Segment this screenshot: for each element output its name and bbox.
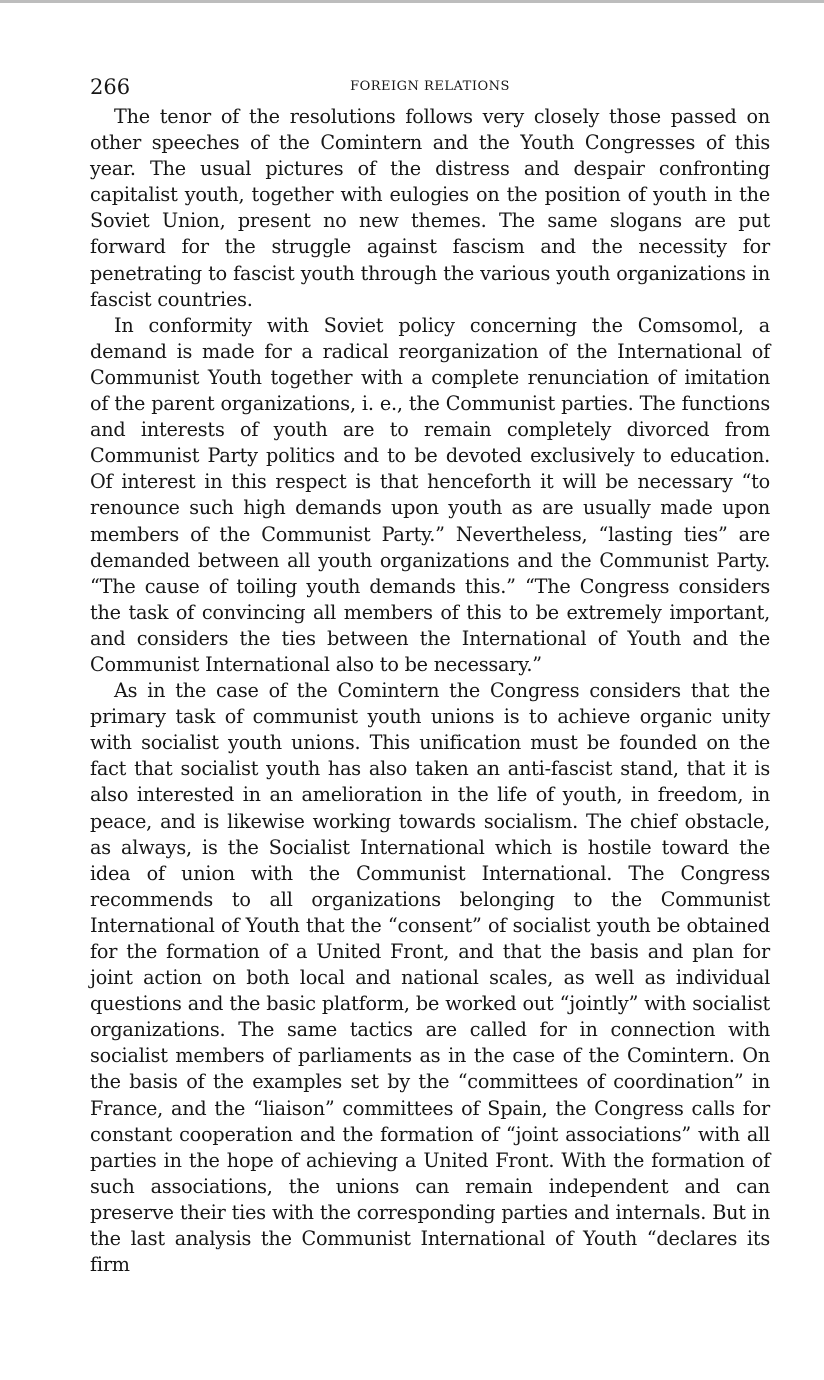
- body-paragraph: The tenor of the resolutions follows very closely those passed on other speeches of the Comintern and the Youth Congresses of this year. The usual pictures of the distress and despair confronting capitalist youth, together with eulogies on the position of youth in the Soviet Union, present no new themes. The same slogans are put forward for the struggle against fascism and the necessity for penetrating to fascist youth through the various youth organizations in fascist countries.: [90, 105, 770, 311]
- body-paragraph: As in the case of the Comintern the Congress considers that the primary task of communist youth unions is to achieve organic unity with socialist youth unions. This unification must be founded on the fact that socialist youth has also taken an anti-fascist stand, that it is also interested in an amelioration in the life of youth, in freedom, in peace, and is likewise working towards socialism. The chief obstacle, as always, is the Socialist International which is hostile toward the idea of union with the Communist International. The Congress recommends to all organizations belonging to the Communist International of Youth that the “consent” of socialist youth be obtained for the formation of a United Front, and that the basis and plan for joint action on both local and national scales, as well as individual questions and the basic platform, be worked out “jointly” with socialist organizations. The same tactics are called for in connection with socialist members of parliaments as in the case of the Comintern. On the basis of the examples set by the “committees of coordination” in France, and the “liaison” committees of Spain, the Congress calls for constant cooperation and the formation of “joint associations” with all parties in the hope of achieving a United Front. With the formation of such associations, the unions can remain independent and can preserve their ties with the corresponding parties and internals. But in the last analysis the Communist International of Youth “declares its firm: [90, 679, 770, 1277]
- book-page: [90, 74, 770, 1278]
- page-top-edge: [0, 0, 824, 3]
- running-head: [90, 74, 770, 104]
- page-number: 266: [90, 75, 131, 99]
- running-title: FOREIGN RELATIONS: [350, 79, 510, 94]
- body-paragraph: In conformity with Soviet policy concerning the Comsomol, a demand is made for a radical reorganization of the International of Communist Youth together with a complete renunciation of imitation of the parent organizations, i. e., the Communist parties. The functions and interests of youth are to remain completely divorced from Communist Party politics and to be devoted exclusively to education. Of interest in this respect is that henceforth it will be necessary “to renounce such high demands upon youth as are usually made upon members of the Communist Party.” Nevertheless, “lasting ties” are demanded between all youth organizations and the Communist Party. “The cause of toiling youth demands this.” “The Congress considers the task of convincing all members of this to be extremely important, and considers the ties between the International of Youth and the Communist International also to be necessary.”: [90, 313, 770, 676]
